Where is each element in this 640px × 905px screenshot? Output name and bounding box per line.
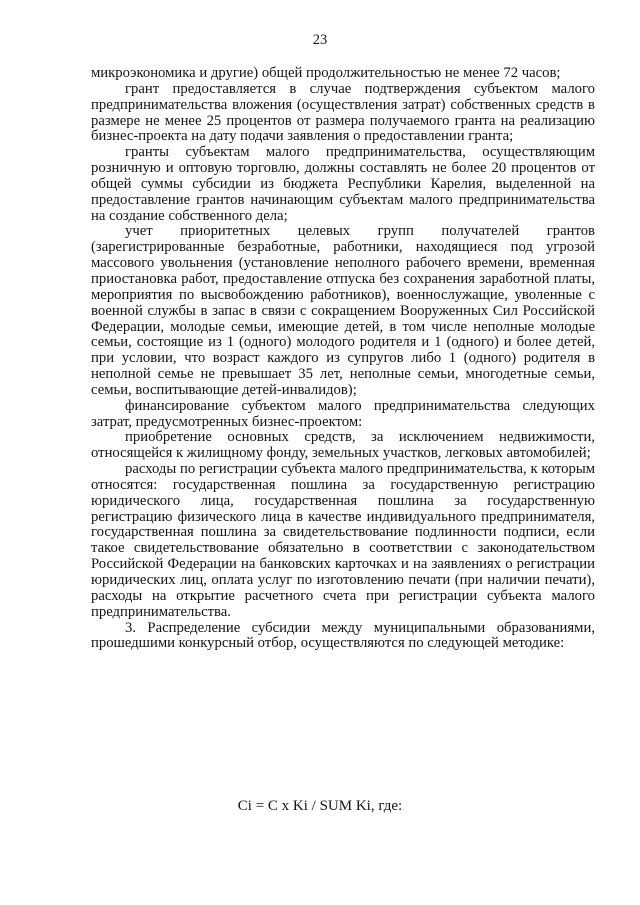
paragraph-continuation: микроэкономика и другие) общей продолжительностью не менее 72 часов; <box>91 65 561 81</box>
page-number: 23 <box>312 32 328 48</box>
document-body <box>91 66 595 652</box>
paragraph-priority-groups: учет приоритетных целевых групп получателей грантов (зарегистрированные безработные, работники, находящиеся под угрозой массового увольнения (установление неполного рабочего времени, временная приостановка работ, предоставление отпуска без сохранения заработной платы, мероприятия по высвобождению работников), военнослужащие, уволенные с военной службы в запас в связи с сокращением Вооруженных Сил Российской Федерации, молодые семьи, имеющие детей, в том числе неполные молодые семьи, состоящие из 1 (одного) молодого родителя и 1 (одного) и более детей, при условии, что возраст каждого из супругов либо 1 (одного) родителя в неполной семье не превышает 35 лет, неполные семьи, многодетные семьи, семьи, воспитывающие детей-инвалидов); <box>91 223 595 398</box>
paragraph-registration-costs: расходы по регистрации субъекта малого предпринимательства, к которым относятся: государственная пошлина за государственную регистрацию юридического лица, государственная пошлина за государственную регистрацию физического лица в качестве индивидуального предпринимателя, государственная пошлина за свидетельствование подлинности подписи, если такое свидетельствование обязательно в соответствии с законодательством Российской Федерации на банковских карточках и на заявлениях о регистрации юридических лиц, оплата услуг по изготовлению печати (при наличии печати), расходы на открытие расчетного счета при регистрации субъекта малого предпринимательства. <box>91 461 595 620</box>
paragraph-financing-costs: финансирование субъектом малого предпринимательства следующих затрат, предусмотренных бизнес-проектом: <box>91 397 595 430</box>
paragraph-fixed-assets: приобретение основных средств, за исключением недвижимости, относящейся к жилищному фонду, земельных участков, легковых автомобилей; <box>91 429 595 462</box>
paragraph-subsidy-distribution: 3. Распределение субсидии между муниципальными образованиями, прошедшими конкурсный отбор, осуществляются по следующей методике: <box>91 619 595 652</box>
distribution-formula: Ci = C x Ki / SUM Ki, где: <box>237 798 403 814</box>
paragraph-trade-grants-limit: гранты субъектам малого предпринимательства, осуществляющим розничную и оптовую торговлю, должны составлять не более 20 процентов от общей суммы субсидии из бюджета Республики Карелия, выделенной на предоставление грантов начинающим субъектам малого предпринимательства на создание собственного дела; <box>91 144 595 224</box>
paragraph-grant-own-funds: грант предоставляется в случае подтверждения субъектом малого предпринимательства вложения (осуществления затрат) собственных средств в размере не менее 25 процентов от размера получаемого гранта на реализацию бизнес-проекта на дату подачи заявления о предоставлении гранта; <box>91 80 595 145</box>
